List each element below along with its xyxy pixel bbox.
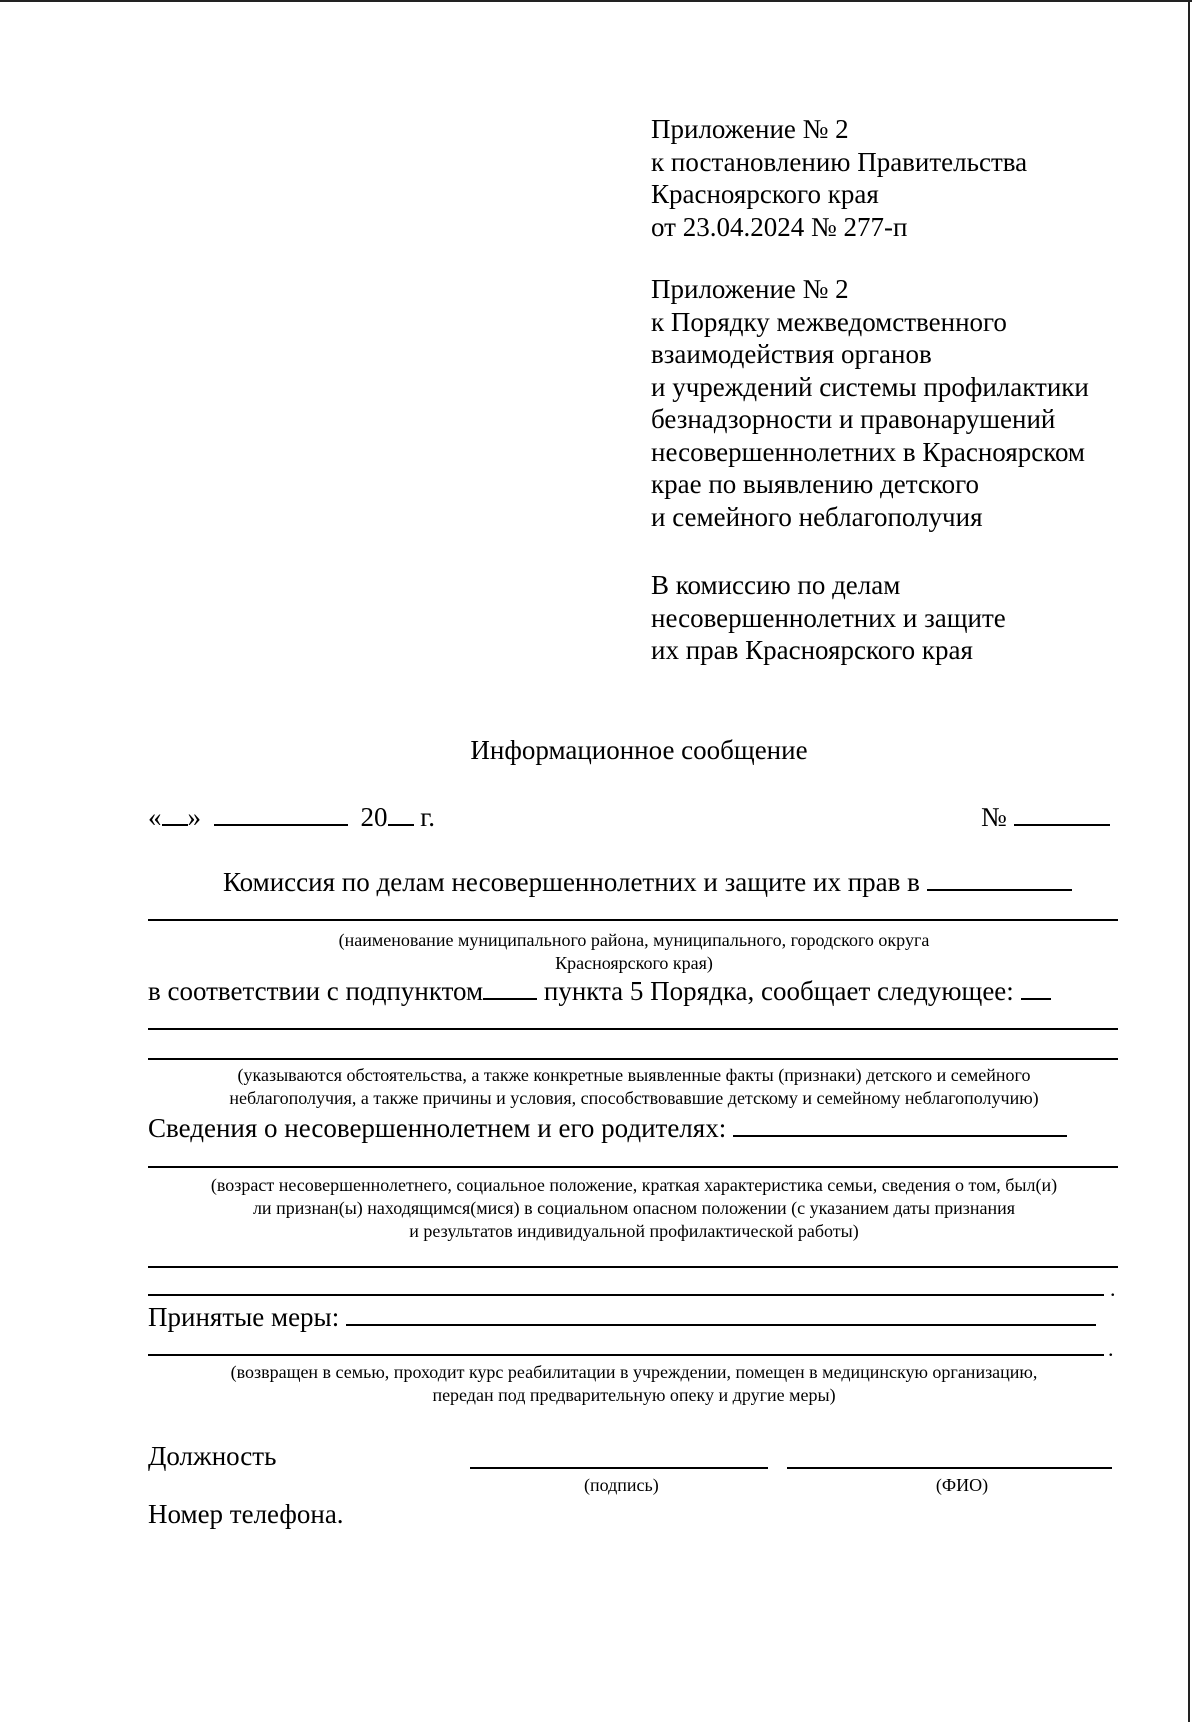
measures-line xyxy=(148,1301,1096,1333)
municipality-field-line[interactable] xyxy=(148,919,1118,921)
commission-location-field[interactable] xyxy=(927,867,1072,891)
appendix-procedure-line: Приложение № 2 xyxy=(651,274,849,304)
year-field[interactable] xyxy=(388,802,414,826)
signature-caption: (подпись) xyxy=(584,1475,659,1495)
number-line xyxy=(981,801,1110,833)
measures-field-line[interactable] xyxy=(148,1354,1104,1356)
caption-line: Красноярского края) xyxy=(555,953,713,973)
number-field[interactable] xyxy=(1014,802,1110,826)
date-line xyxy=(148,801,435,833)
signature-field-line[interactable] xyxy=(470,1467,768,1469)
appendix-procedure-line: и семейного неблагополучия xyxy=(651,501,983,532)
caption-line: (указываются обстоятельства, а также конкретные выявленные факты (признаки) детского и семейного xyxy=(237,1065,1031,1085)
full-name-field-line[interactable] xyxy=(787,1467,1112,1469)
addressee-line: В комиссию по делам xyxy=(651,570,901,600)
number-label: № xyxy=(981,802,1007,832)
document-title: Информационное сообщение xyxy=(470,735,808,765)
appendix-procedure-line: и учреждений системы профилактики xyxy=(651,371,1089,402)
period-mark: . xyxy=(1108,1336,1114,1361)
date-open-quote: « xyxy=(148,802,162,832)
period-mark: . xyxy=(1110,1276,1116,1301)
year-prefix: 20 xyxy=(360,802,388,832)
page-border-top xyxy=(0,0,1192,2)
minor-info-caption xyxy=(150,1174,1118,1243)
year-suffix: г. xyxy=(420,802,436,832)
subpoint-field[interactable] xyxy=(483,976,537,1000)
subpoint-text-1: в соответствии с подпунктом xyxy=(148,976,484,1006)
circumstances-start-field[interactable] xyxy=(1021,976,1051,1000)
circumstances-field-line[interactable] xyxy=(148,1058,1118,1060)
addressee-block xyxy=(651,569,1006,667)
appendix-procedure-line: взаимодействия органов xyxy=(651,339,932,369)
position-label: Должность xyxy=(148,1441,277,1471)
commission-line xyxy=(223,866,1072,898)
appendix-procedure-line: безнадзорности и правонарушений xyxy=(651,404,1056,434)
municipality-caption xyxy=(150,929,1118,975)
date-close-quote: » xyxy=(187,802,201,832)
addressee-line: их прав Красноярского края xyxy=(651,635,973,665)
caption-line: и результатов индивидуальной профилактической работы) xyxy=(409,1221,859,1241)
minor-info-field-line[interactable] xyxy=(148,1294,1104,1296)
day-field[interactable] xyxy=(162,802,188,826)
appendix-resolution-line: Красноярского края xyxy=(651,179,879,209)
minor-info-field-line[interactable] xyxy=(148,1166,1118,1168)
appendix-procedure-block xyxy=(651,273,1089,533)
caption-line: (наименование муниципального района, муниципального, городского округа xyxy=(338,930,930,950)
appendix-procedure-line: несовершеннолетних в Красноярском xyxy=(651,436,1086,467)
circumstances-field-line[interactable] xyxy=(148,1028,1118,1030)
measures-caption xyxy=(150,1361,1118,1407)
caption-line: (возраст несовершеннолетнего, социальное положение, краткая характеристика семьи, сведения о том, был(и) xyxy=(210,1175,1058,1195)
appendix-procedure-line: к Порядку межведомственного xyxy=(651,306,1007,337)
subpoint-line xyxy=(148,975,1051,1007)
caption-line: ли признан(ы) находящимся(мися) в социальном опасном положении (с указанием даты признания xyxy=(252,1198,1016,1218)
minor-info-label: Сведения о несовершеннолетнем и его родителях: xyxy=(148,1113,727,1143)
full-name-caption: (ФИО) xyxy=(935,1475,989,1495)
minor-info-field-line[interactable] xyxy=(148,1266,1118,1268)
circumstances-caption xyxy=(150,1064,1118,1110)
appendix-resolution-line: от 23.04.2024 № 277-п xyxy=(651,211,908,242)
minor-info-line xyxy=(148,1112,1067,1144)
appendix-procedure-line: крае по выявлению детского xyxy=(651,469,979,499)
caption-line: передан под предварительную опеку и другие меры) xyxy=(432,1385,836,1405)
subpoint-text-2: пункта 5 Порядка, сообщает следующее: xyxy=(543,976,1014,1006)
measures-field[interactable] xyxy=(346,1302,1096,1326)
measures-label: Принятые меры: xyxy=(148,1302,340,1332)
appendix-resolution-line: Приложение № 2 xyxy=(651,114,849,144)
phone-label: Номер телефона. xyxy=(148,1499,344,1529)
minor-info-field[interactable] xyxy=(733,1113,1067,1137)
appendix-resolution-block xyxy=(651,113,1027,243)
appendix-resolution-line: к постановлению Правительства xyxy=(651,146,1028,177)
month-field[interactable] xyxy=(214,802,348,826)
commission-text: Комиссия по делам несовершеннолетних и защите их прав в xyxy=(223,867,920,897)
caption-line: неблагополучия, а также причины и условия, способствовавшие детскому и семейному неблагополучию) xyxy=(229,1088,1039,1108)
addressee-line: несовершеннолетних и защите xyxy=(651,602,1006,633)
caption-line: (возвращен в семью, проходит курс реабилитации в учреждении, помещен в медицинскую организацию, xyxy=(230,1362,1038,1382)
page-border-right xyxy=(1188,0,1190,1722)
